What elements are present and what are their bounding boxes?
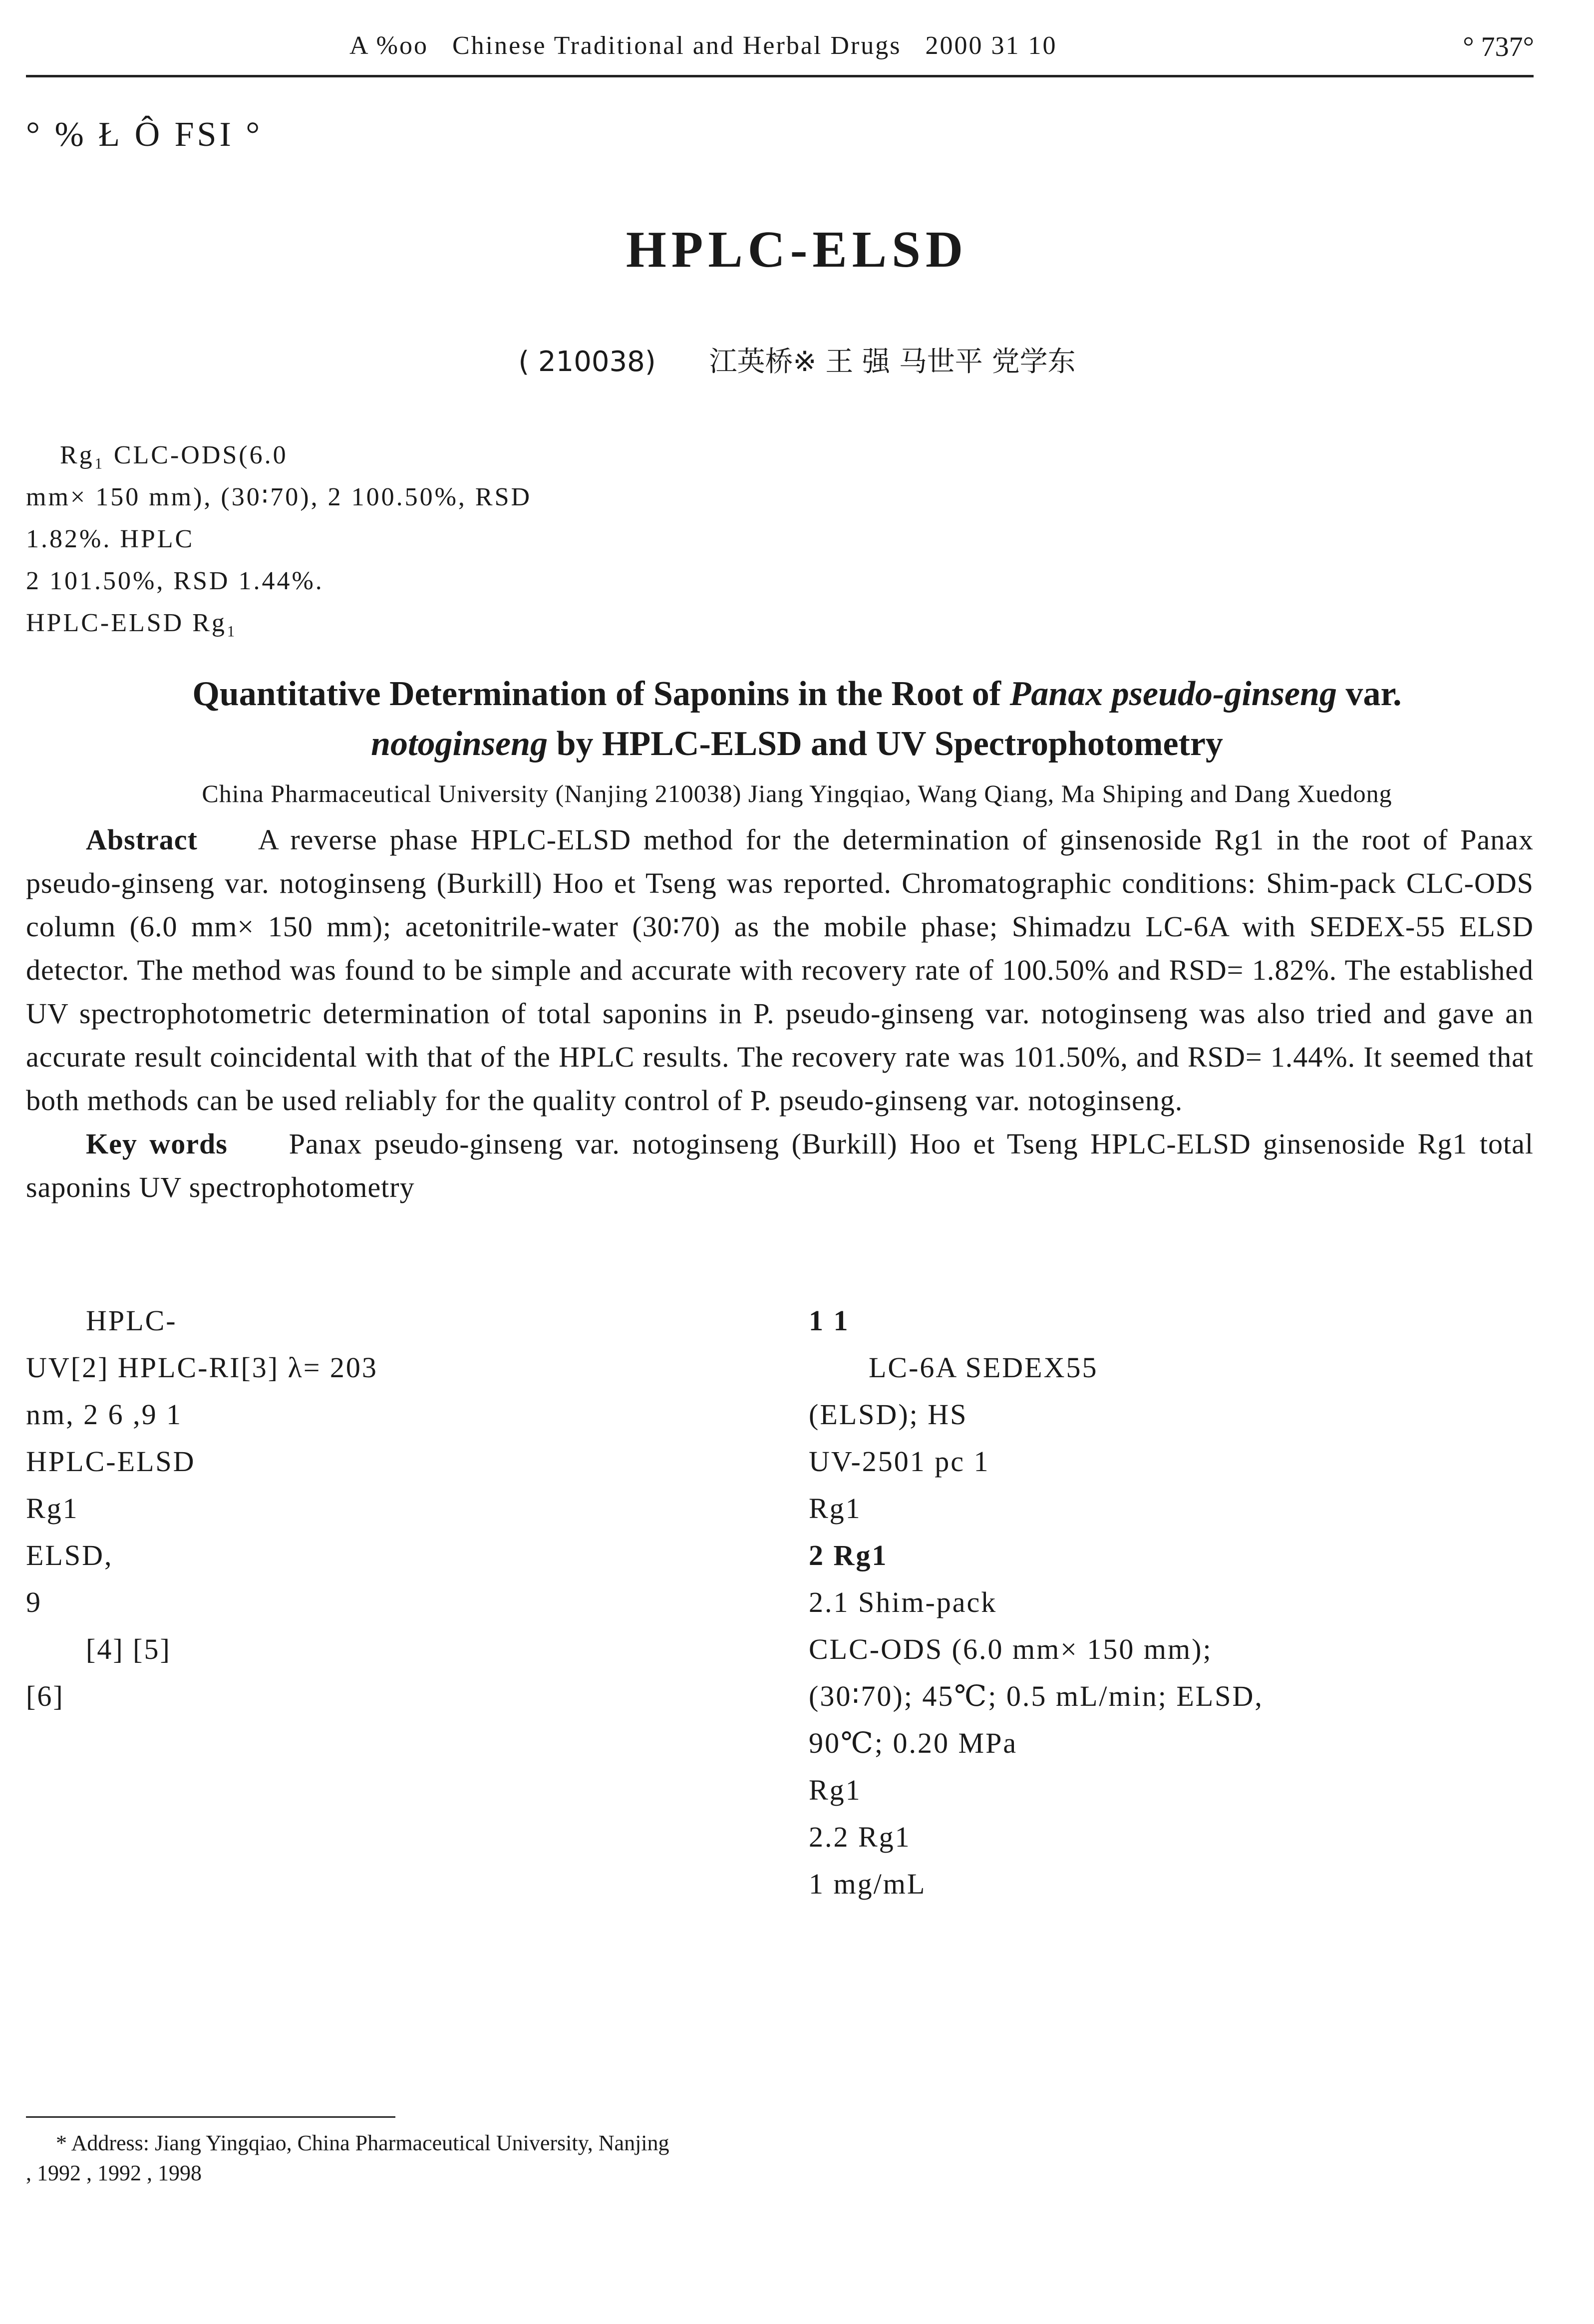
body-line: [4] [5]: [86, 1633, 171, 1665]
footnote-rule: [26, 2116, 395, 2118]
body-line: HPLC-ELSD: [26, 1445, 196, 1478]
abstract-paragraph: [26, 818, 1534, 1122]
chinese-keywords-line: HPLC-ELSD Rg₁: [26, 609, 238, 637]
section-heading: 1 1: [809, 1304, 850, 1337]
body-right-column: [809, 1297, 1538, 2116]
section-heading: 2 Rg1: [809, 1539, 888, 1571]
column-name: ° % Ł Ô FSI °: [26, 115, 263, 154]
body-line: (30∶70); 45℃; 0.5 mL/min; ELSD,: [809, 1680, 1264, 1712]
body-line: [6]: [26, 1680, 64, 1712]
body-left-column: [26, 1297, 750, 2116]
body-line: 1 mg/mL: [809, 1868, 927, 1900]
body-line: 2.2 Rg1: [809, 1821, 911, 1853]
body-line: UV[2] HPLC-RI[3] λ= 203: [26, 1351, 378, 1384]
running-header: [0, 31, 1594, 71]
footnote: [26, 2128, 1544, 2188]
body-line: ELSD,: [26, 1539, 113, 1571]
footnote-line: , 1992 , 1992 , 1998: [26, 2161, 202, 2185]
body-line: 2.1 Shim-pack: [809, 1586, 997, 1618]
chinese-title: HPLC-ELSD: [626, 221, 968, 278]
abstract-label: Abstract: [86, 823, 198, 856]
journal-header: A %oo Chinese Traditional and Herbal Drugs 2000 31 10: [349, 31, 1057, 60]
body-line: CLC-ODS (6.0 mm× 150 mm);: [809, 1633, 1213, 1665]
chinese-unit: ( 210038): [518, 346, 656, 378]
keywords-label: Key words: [86, 1128, 228, 1160]
body-line: 90℃; 0.20 MPa: [809, 1727, 1018, 1759]
english-affiliation: China Pharmaceutical University (Nanjing 210038) Jiang Yingqiao, Wang Qiang, Ma Shiping and Dang Xuedong: [202, 779, 1392, 807]
chinese-authors: 江英桥※ 王 强 马世平 党学东: [709, 346, 1076, 378]
footnote-address: * Address: Jiang Yingqiao, China Pharmaceutical University, Nanjing: [56, 2131, 669, 2155]
chinese-abstract-line: 2 101.50%, RSD 1.44%.: [26, 567, 324, 595]
body-line: Rg1: [809, 1774, 862, 1806]
body-line: nm, 2 6 ,9 1: [26, 1398, 183, 1431]
chinese-affiliation: [0, 340, 1594, 380]
chinese-abstract-line: 1.82%. HPLC: [26, 525, 195, 553]
keywords-text: Panax pseudo-ginseng var. notoginseng (Burkill) Hoo et Tseng HPLC-ELSD ginsenoside Rg1 total saponins UV spectrophotometry: [26, 1128, 1534, 1203]
abstract-text: A reverse phase HPLC-ELSD method for the determination of ginsenoside Rg1 in the root of Panax pseudo-ginseng var. notoginseng (Burkill) Hoo et Tseng was reported. Chromatographic conditions: Shim-pack CLC-ODS column (6.0 mm× 150 mm); acetonitrile-water (30∶70) as the mobile phase; Shimadzu LC-6A with SEDEX-55 ELSD detector. The method was found to be simple and accurate with recovery rate of 100.50% and RSD= 1.82%. The established UV spectrophotometric determination of total saponins in P. pseudo-ginseng var. notoginseng was also tried and gave an accurate result coincidental with that of the HPLC results. The recovery rate was 101.50%, and RSD= 1.44%. It seemed that both methods can be used reliably for the quality control of P. pseudo-ginseng var. notoginseng.: [26, 823, 1534, 1117]
english-abstract: [26, 818, 1534, 1209]
body-line: UV-2501 pc 1: [809, 1445, 990, 1478]
header-rule: [26, 75, 1534, 77]
chinese-abstract-line: Rg₁ CLC-ODS(6.0: [60, 441, 288, 469]
body-line: Rg1: [26, 1492, 79, 1525]
body-line: Rg1: [809, 1492, 862, 1525]
chinese-abstract-line: mm× 150 mm), (30∶70), 2 100.50%, RSD: [26, 483, 532, 511]
body-line: LC-6A SEDEX55: [869, 1351, 1098, 1384]
body-line: 9: [26, 1586, 42, 1618]
body-line: (ELSD); HS: [809, 1398, 968, 1431]
page-number: ° 737°: [1463, 31, 1534, 62]
keywords-paragraph: [26, 1122, 1534, 1209]
english-title: Quantitative Determination of Saponins in the Root of Panax pseudo-ginseng var. notoginseng by HPLC-ELSD and UV Spectrophotometry: [192, 675, 1402, 763]
body-line: HPLC-: [86, 1304, 177, 1337]
